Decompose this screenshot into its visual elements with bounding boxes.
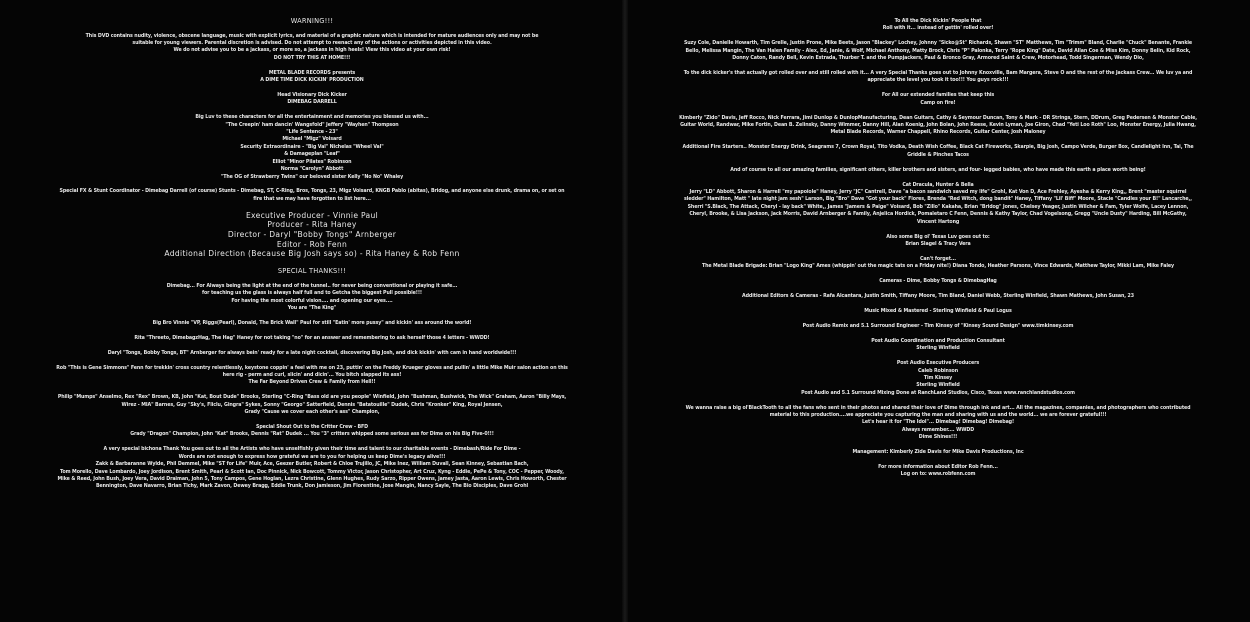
text-line: Suzy Cole, Danielle Howarth, Tim Grelle, Justin Prone, Mike Beets, Jason "Blackey" Lochey, Johnny "Sicko@St" Richards, Shawn "ST" Matthews, Tim "Trimm" Bland, Charlie "Chuck" Benante, Frankie [683,40,1193,47]
text-block [638,293,1238,300]
text-line: Director - Daryl "Bobby Tongs" Arnberger [227,229,397,239]
text-line: Log on to: www.robfenn.com [900,471,976,478]
text-block [10,92,614,107]
text-line: Words are not enough to express how grateful we are to you for helping us keep Dime's legacy alive!!! [178,453,446,460]
text-line: Jerry "LD" Abbott, Sharon & Harrell "my papoiole" Haney, Jerry "JC" Cantrell, Dave "a bacon sandwich saved my life" Grohl, Kat Von D, Ace Frehley, Ayesha & Kerry King,, Brent "master squirrel [689,189,1187,195]
text-block [638,256,1238,271]
text-line: Griddle & Pinches Tacos [907,151,969,158]
text-line: Cameras - Dime, Bobby Tongs & DimebagHag [879,278,997,285]
text-block [638,449,1238,456]
text-block [638,308,1238,315]
text-block [638,144,1238,159]
text-block [638,323,1238,330]
text-line: Tom Morello, Dave Lombardo, Joey Jordison, Brent Smith, Pearl & Scott Ian, Doc Pinnick, Nick Bowcott, Tommy Victor, Jason Christopher, Art Cruz, Kyng - Eddie, PePe & Tony, COC - Pepper, Woody, [60,468,564,475]
text-line: A DIME TIME DICK KICKIN' PRODUCTION [260,77,364,84]
text-block [10,350,614,357]
right-page [626,0,1250,622]
text-line: Donny Caton, Randy Bell, Kevin Estrada, Thurber T. and the Pumpjackers, Paul & Bronco Gray, Armored Saint & Crew, Motorhead, Todd Singerman, Wendy Dio, [732,55,1144,62]
text-line: Roll with it... instead of gettin' rolled over! [882,25,994,32]
text-block [638,115,1238,137]
text-block [638,360,1238,397]
text-block [638,18,1238,33]
text-line: Cheryl, Brooke, & Lisa Jackson, Jack Morris, David Arnberger & Family, Anjelica Hordick, Pomaletaro C Fenn, Dennis & Kathy Taylor, Chad Vogelsong, Gregg "Uncle Dusty" Harding, Bill McGathy, [689,211,1187,218]
text-line: For All our extended families that keep this [881,92,995,99]
text-line: To All the Dick Kickin' People that [894,18,982,24]
text-block [638,92,1238,107]
text-line: A very special bichona Thank You goes out to all the Artists who have unselfishly given their time and talent to our charitable events - Dimebash/Ride For Dime - [103,446,521,453]
text-line: Executive Producer - Vinnie Paul [245,210,379,220]
text-line: The Metal Blade Brigade: Brian "Logo King" Ames (whippin' out the magic tats on a Friday nite!) Diana Tondo, Heather Parsons, Vince Edwards, Matthew Taylor, Mikki Lam, Mike Faley [701,263,1175,270]
text-line: Post Audio and 5.1 Surround Mixing Done at RanchLand Studios, Cisco, Texas www.ranchlandstudios.com [801,389,1075,396]
text-line: Post Audio Coordination and Production Consultant [871,337,1005,344]
text-line: Editor - Rob Fenn [276,239,348,249]
text-line: "Life Sentence - 23" [286,129,338,136]
text-line: Norma "Carolyn" Abbott [280,166,344,173]
text-line: For having the most colorful vision.... and opening our eyes.... [231,297,393,304]
text-block [10,335,614,342]
text-line: DIMEBAG DARRELL [287,99,337,106]
text-line: Additional Editors & Cameras - Rafa Alcantara, Justin Smith, Tiffany Moore, Tim Bland, Daniel Webb, Sterling Winfield, Shawn Mathews, John Susan, 23 [742,293,1134,300]
text-line: METAL BLADE RECORDS presents [268,69,356,76]
text-line: Tim Kinsey [923,374,953,381]
text-line: Sterling Winfield [916,382,960,389]
text-line: Dime Shines!!! [918,434,958,441]
text-line: Caleb Robinson [917,367,959,374]
text-line: Kimberly "Zido" Davis, Jeff Rocco, Nick Ferrara, Jimi Dunlop & DunlopManufacturing, Dean Guitars, Cathy & Seymour Duncan, Tony & Mark - DR Strings, Stern, DDrum, Greg Pedersen & Monster Cable, [679,114,1197,121]
text-block [10,70,614,85]
text-block [638,278,1238,285]
text-line: Mike & Reed, John Bush, Joey Vera, David Draiman, John 5, Tony Campos, Gene Hoglan, Lezra Christine, Glenn Hughes, Rudy Sarzo, Ripper Owens, Jamey Jasta, Aaron Lewis, Chris Howorth, Chester [57,475,567,482]
text-line: Special Shout Out to the Critter Crew - BFD [256,423,368,430]
text-block [638,234,1238,249]
text-line: "The Creepin' ham dancin' Wangsfold" Jeffery "Wayhen" Thompson [225,121,399,128]
text-block [10,320,614,327]
text-block [10,446,614,490]
text-block [10,188,614,203]
text-line: Sterling Winfield [916,345,960,352]
text-block [638,70,1238,85]
text-line: We do not advise you to be a jackass, or more so, a jackass in high heels! View this video at your own risk! [173,47,451,54]
text-line: Cat Dracula, Hunter & Bella [902,181,974,188]
text-line: We wanna raise a big ol'BlackTooth to all the fans who sent in their photos and shared their love of Dime through ink and art... All the magazines, companies, and photographers who contributed [685,404,1191,411]
text-line: Metal Blade Records, Warner Chappell, Rhino Records, Guitar Center, Josh Maloney [830,129,1046,136]
text-block [10,33,614,63]
text-line: Special FX & Stunt Coordinator - Dimebag Darrell (of course) Stunts - Dimebag, ST, C-Ring, Bros, Tongs, 23, Migz Voisard, KNGB Pablo (abitas), Bridog, and anyone else drunk, drama on, or set on [59,188,565,195]
text-line: Post Audio Executive Producers [896,360,980,367]
text-line: Grady "Cause we cover each other's ass" Champion, [244,409,380,416]
text-line: here rig - perm and curl, slicin' and dicin'... You bitch slapped its ass! [222,371,402,378]
text-line: Big Bro Vinnie "VP, Riggs(Pearl), Donald, The Brick Wall" Paul for still "Eatin' more pussy" and kickin' ass around the world! [152,319,472,326]
text-line: appreciate the level you took it too!!! You guys rock!!! [867,77,1009,84]
text-line: Rita "Threeto, DimebagzHag, The Hag" Haney for not taking "no" for an answer and remembering to ask herself those 4 letters - WWDD! [134,334,490,341]
text-line: Head Visionary Dick Kicker [277,91,347,98]
credits-block [10,211,614,259]
text-line: The Far Beyond Driven Crew & Family from Hell!! [248,379,376,386]
text-line: Michael "Migz" Voisard [282,136,342,143]
text-block [638,167,1238,174]
left-page [0,0,624,622]
text-line: Sherri "S.Black, The Attack, Cheryl - lay back" White,, James "Jamers & Paige" Voisard, Bob "Zillo" Kakaha, Brian "Bridog" Jones, Chelsey Yeager, Justin Wilcher & Fam, Tyler Wolfe, Lacey Lennon, [687,203,1189,210]
text-line: for teaching us the glass is always half full and to Getcha the biggest Pull possible!!! [202,290,422,297]
text-block [10,114,614,181]
text-line: Dimebag... For Always being the light at the end of the tunnel.. for never being conventional or playing it safe... [166,282,458,289]
text-line: Additional Fire Starters.. Monster Energy Drink, Seagrams 7, Crown Royal, Tito Vodka, Death Wish Coffee, Black Cat Fireworks, Skarpie, Big Josh, Campo Verde, Burger Box, Candlelight Inn, Tai, The [682,144,1194,151]
text-line: For more information about Editor Rob Fenn... [878,464,998,471]
text-line: Elliot "Minor Pilates" Robinson [272,158,352,165]
text-line: DO NOT TRY THIS AT HOME!!! [273,54,351,61]
section-heading [10,16,614,25]
text-line: Philip "Mumps" Anselmo, Rex "Rex" Brown, KB, John "Kat, Bout Dude" Brooks, Sterling "C-Ring "Bass old are you people" Winfield, John "Bushman, Bushwick, The Wick" Graham, Aaron "Billy Mays, [57,394,567,401]
text-line: To the dick kicker's that actually got rolled over and still rolled with it... A very Special Thanks goes out to Johnny Knoxville, Bam Margera, Steve O and the rest of the Jackass Crew... We luv ya and [683,70,1193,77]
text-line: SPECIAL THANKS!!! [277,266,347,276]
text-line: Post Audio Remix and 5.1 Surround Engineer - Tim Kinsey of "Kinsey Sound Design" www.timkinsey.com [802,322,1074,329]
text-line: Bello, Melissa Mangin, The Van Halen Family - Alex, Ed, Janie, & Wolf, Michael Anthony, Matty Brock, Chris "P" Palonka, Terry "Rope King" Date, David Allan Coe & Miss Kim, Donny Belin, Kid Rock, [685,47,1191,54]
text-line: This DVD contains nudity, violence, obscene language, music with explicit lyrics, and material of a graphic nature which is intended for mature audiences only and may not be [85,32,539,39]
text-line: WARNING!!! [290,16,334,25]
text-line: Daryl "Tongs, Bobby Tongs, BT" Arnberger for always bein' ready for a late night cocktail, discovering Big Josh, and dick kickin' with cam in hand worldwide!!! [107,349,517,356]
text-line: suitable for young viewers. Parental discretion is advised. Do not attempt to reenact any of the actions or activities depicted in this video. [132,39,492,46]
text-line: Rob "This is Gene Simmons" Fenn for trekkin' cross country relentlessly, keystone coppin' a feel with me on 23, puttin' on the Freddy Krueger gloves and pullin' a little Mike Muir salon action on this [56,364,568,371]
text-line: Zakk & Barbaranne Wylde, Phil Demmel, Mike "ST for Life" Muir, Ace, Geezer Butler, Robert & Chloe Trujillo, JC, Mike Inez, William Duvall, Sean Kinney, Sebastian Bach, [95,461,529,468]
text-line: Additional Direction (Because Big Josh says so) - Rita Haney & Rob Fenn [164,249,460,259]
text-line: Guitar World, Randwar, Mike Fortin, Dean B. Zelinsky, Danny Wimmer, Danny Hill, Alan Koenig, John Bolan, John Reese, Kevin Lyman, Joe Giron, Chad "Yeti Loo Roth" Loo, Monster Energy, Julia Hwang, [680,122,1196,129]
text-line: Camp on fire! [920,99,956,106]
text-line: Brian Slagel & Tracy Vera [905,240,971,247]
text-line: Vincent Hartong [916,218,960,225]
text-line: "The OG of Strawberry Twins" our beloved sister Kelly "No No" Whaley [220,173,404,180]
text-block [10,424,614,439]
text-line: You are "The King" [287,304,337,311]
text-line: Can't forget... [920,255,956,262]
section-heading [10,266,614,275]
text-line: Producer - Rita Haney [267,220,357,230]
text-line: Music Mixed & Mastered - Sterling Winfield & Paul Logus [864,307,1012,314]
text-line: Wirez - MIA" Barnes, Guy "Sky's, Fliclu, Gingra" Sykes, Sonny "Georgo" Satterfield, Dennis "Batatouille" Dudek, Chris "Kronker" King, Royal Jensen, [121,401,503,408]
text-line: Grady "Dragon" Champion, John "Kat" Brooks, Dennis "Rat" Dudek ... You "3" critters whipped some serious ass for Dime on his Big Five-0!!! [130,431,494,438]
text-line: Bennington, Dave Navarro, Brian Tichy, Mark Zavon, Dewey Bragg, Eddie Trunk, Don Jamieson, Jim Florentine, Jose Mangin, Nancy Sayle, The Bio Disciples, Dave Grohl [95,483,529,490]
text-line: Always remember.... WWDD [901,426,975,433]
text-line: material to this production....we appreciate you capturing the man and sharing with us and the world... we are forever grateful!!! [769,412,1107,419]
text-line: Security Extraordinaire - "Big Val" Nichelas "Wheel Val" [240,143,384,150]
text-line: Let's hear it for "The Idol"... Dimebag! Dimebag! Dimebag! [861,419,1015,426]
text-block [638,40,1238,62]
text-line: Also some Big ol' Texas Luv goes out to: [886,233,990,240]
text-block [638,405,1238,442]
text-line: Big Luv to these characters for all the entertainment and memories you blessed us with... [195,114,429,121]
text-line: & Damageplan "Leaf" [284,151,340,158]
text-block [10,283,614,313]
text-line: fire that we may have forgotten to list here... [253,195,371,202]
text-block [638,464,1238,479]
text-block [10,394,614,416]
text-block [638,338,1238,353]
text-line: sledder" Hamilton, Matt " late night jam sesh" Larson, Big "Bro" Dave "Got your back" Flores, Brenda "Red Witch, dong bandit" Haney, Tiffany "Lil' Biff" Moore, Stacie "Candles your B!" Lancarche,, [684,196,1192,203]
text-block [638,182,1238,226]
text-line: And of course to all our amazing families, significant others, killer brothers and sisters, and four- legged babies, who have made this earth a place worth being! [730,166,1146,173]
text-line: Management: Kimberly Zide Davis for Mike Davis Productions, Inc [852,449,1024,456]
text-block [10,365,614,387]
